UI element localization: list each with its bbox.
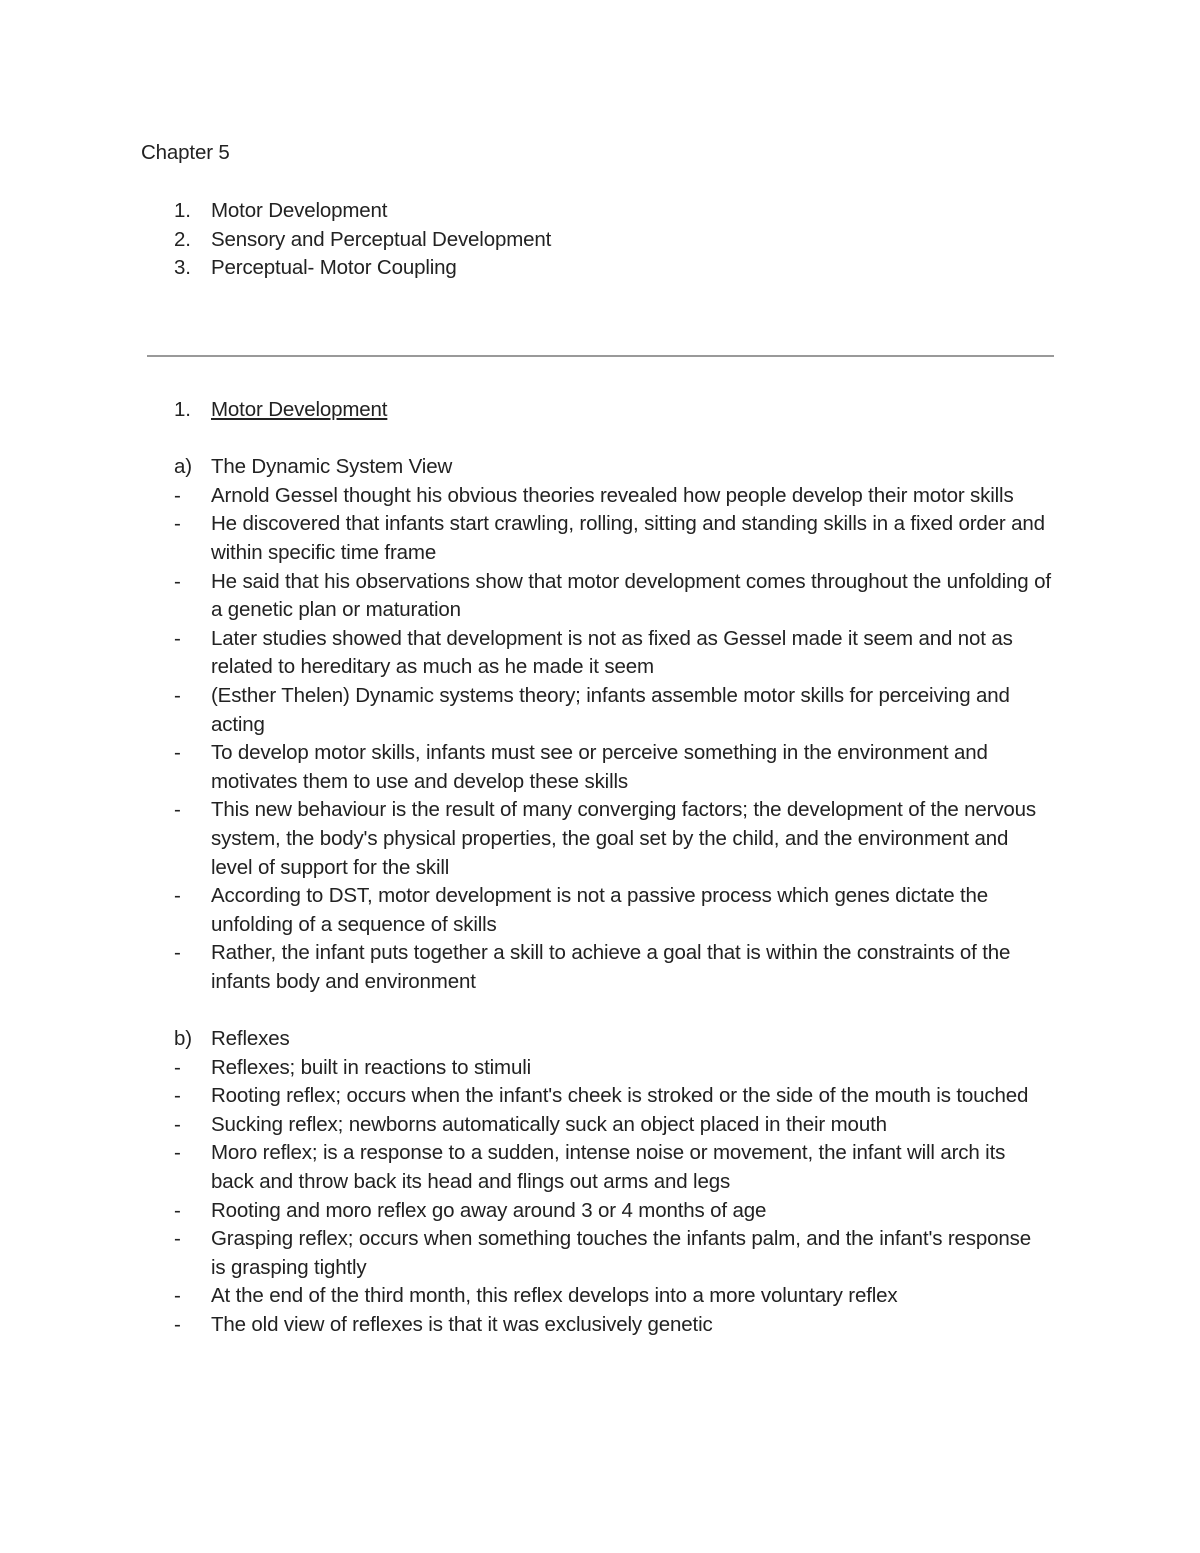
bullet-text: He said that his observations show that motor development comes throughout the unfolding of a genetic plan or maturation (211, 569, 1051, 622)
bullet-item (0, 1282, 1200, 1311)
bullet-text: Rooting and moro reflex go away around 3 or 4 months of age (211, 1198, 767, 1222)
subsection-marker: b) (174, 1027, 192, 1051)
bullet-item (0, 1082, 1200, 1111)
subsection-marker: a) (174, 455, 192, 479)
bullet-text: This new behaviour is the result of many converging factors; the development of the nervous system, the body's physical properties, the goal set by the child, and the environment and level of support for the skill (211, 798, 1037, 879)
bullet-text: (Esther Thelen) Dynamic systems theory; infants assemble motor skills for perceiving and acting (211, 683, 1010, 736)
bullet-dash: - (174, 1084, 181, 1108)
bullet-item (0, 482, 1200, 511)
section-heading-row (0, 396, 1200, 425)
subsection-heading-row (0, 453, 1200, 482)
bullet-text: Grasping reflex; occurs when something touches the infants palm, and the infant's response is grasping tightly (211, 1227, 1031, 1279)
bullet-dash: - (174, 884, 181, 908)
bullet-item (0, 568, 1200, 625)
bullet-text: Arnold Gessel thought his obvious theories revealed how people develop their motor skills (211, 483, 1014, 507)
section-number: 1. (174, 398, 191, 421)
bullet-dash: - (174, 1313, 181, 1336)
bullet-item (0, 1311, 1200, 1340)
bullet-dash: - (174, 1284, 181, 1308)
toc-item-label: Perceptual- Motor Coupling (211, 256, 457, 280)
bullet-text: At the end of the third month, this reflex develops into a more voluntary reflex (211, 1284, 898, 1308)
bullet-list-reflexes (0, 1054, 1200, 1340)
toc-item-number: 1. (174, 199, 191, 222)
bullet-text: Sucking reflex; newborns automatically suck an object placed in their mouth (211, 1112, 887, 1136)
bullet-item (0, 1225, 1200, 1282)
subsection-heading-row (0, 1025, 1200, 1054)
bullet-dash: - (174, 569, 181, 593)
toc-item-number: 3. (174, 256, 191, 280)
bullet-dash: - (174, 1141, 181, 1165)
bullet-item (0, 1197, 1200, 1226)
bullet-item (0, 510, 1200, 567)
bullet-item (0, 625, 1200, 682)
bullet-item (0, 1054, 1200, 1083)
bullet-text: Moro reflex; is a response to a sudden, intense noise or movement, the infant will arch its back and throw back its head and flings out arms and legs (211, 1141, 1006, 1194)
horizontal-divider (147, 355, 1054, 357)
table-of-contents (0, 197, 1200, 283)
section-motor-development (0, 396, 1200, 1340)
bullet-text: To develop motor skills, infants must see or perceive something in the environment and motivates them to use and develop these skills (211, 741, 988, 793)
spacer (0, 425, 1200, 454)
bullet-item (0, 739, 1200, 796)
toc-item (0, 254, 1200, 283)
bullet-text: The old view of reflexes is that it was exclusively genetic (211, 1313, 713, 1336)
bullet-text: According to DST, motor development is not a passive process which genes dictate the unfolding of a sequence of skills (211, 884, 989, 936)
bullet-dash: - (174, 1112, 181, 1136)
subsection-heading: The Dynamic System View (211, 455, 453, 479)
section-heading: Motor Development (211, 398, 388, 421)
bullet-dash: - (174, 483, 181, 507)
bullet-list-dynamic-system (0, 482, 1200, 997)
bullet-dash: - (174, 798, 181, 822)
bullet-dash: - (174, 1055, 181, 1079)
toc-item (0, 226, 1200, 255)
bullet-item (0, 682, 1200, 739)
chapter-title: Chapter 5 (141, 141, 230, 164)
bullet-dash: - (174, 1198, 181, 1222)
bullet-dash: - (174, 741, 181, 765)
bullet-item (0, 1139, 1200, 1196)
bullet-item (0, 882, 1200, 939)
bullet-dash: - (174, 626, 181, 650)
bullet-dash: - (174, 512, 181, 536)
bullet-text: Rather, the infant puts together a skill to achieve a goal that is within the constraints of the infants body and environment (211, 941, 1011, 993)
bullet-text: Later studies showed that development is not as fixed as Gessel made it seem and not as related to hereditary as much as he made it seem (211, 626, 1013, 679)
bullet-dash: - (174, 941, 181, 965)
toc-item-number: 2. (174, 227, 191, 251)
spacer (0, 996, 1200, 1025)
bullet-dash: - (174, 683, 181, 707)
toc-item-label: Sensory and Perceptual Development (211, 227, 552, 251)
bullet-item (0, 1111, 1200, 1140)
toc-item (0, 197, 1200, 226)
bullet-dash: - (174, 1227, 181, 1251)
bullet-item (0, 939, 1200, 996)
toc-item-label: Motor Development (211, 199, 388, 222)
bullet-text: Rooting reflex; occurs when the infant's cheek is stroked or the side of the mouth is touched (211, 1084, 1029, 1108)
bullet-text: He discovered that infants start crawling, rolling, sitting and standing skills in a fixed order and within specific time frame (211, 512, 1045, 564)
bullet-text: Reflexes; built in reactions to stimuli (211, 1055, 532, 1079)
bullet-item (0, 796, 1200, 882)
subsection-heading: Reflexes (211, 1027, 290, 1051)
